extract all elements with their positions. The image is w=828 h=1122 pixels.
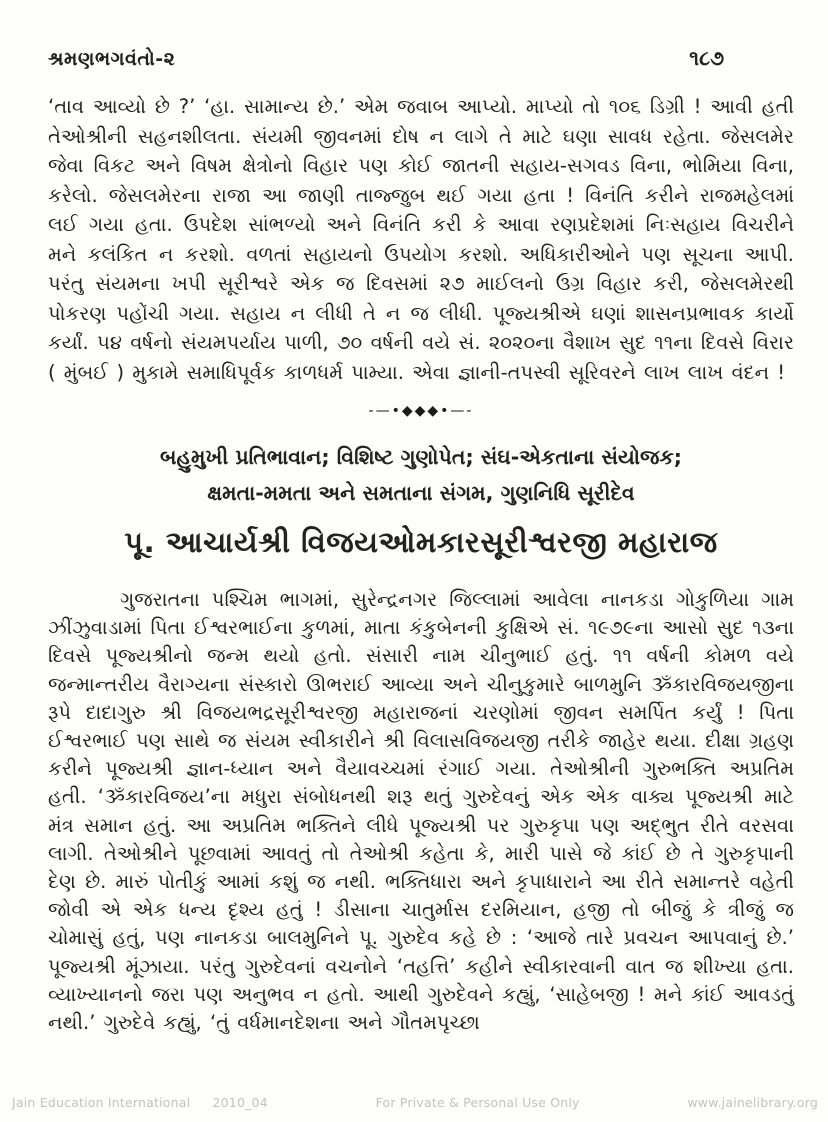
biography-paragraph: ગુજરાતના પશ્ચિમ ભાગમાં, સુરેન્દ્રનગર જિલ્લામાં આવેલા નાનકડા ગોકુળિયા ગામ ઝીંઝુવાડામાં પિતા ઈશ્વરભાઈના કુળમાં, માતા કંકુબેનની કુક્ષિએ સં. ૧૯૭૯ના આસો સુદ ૧૩ના દિવસે પૂજ્યશ્રીનો જન્મ થયો હતો. સંસારી નામ ચીનુભાઈ હતું. ૧૧ વર્ષની કોમળ વયે જન્માન્તરીય વૈરાગ્યના સંસ્કારો ઊભરાઈ આવ્યા અને ચીનુકુમારે બાળમુનિ ૐકારવિજયજીના રૂપે દાદાગુરુ શ્રી વિજયભદ્રસૂરીશ્વરજી મહારાજનાં ચરણોમાં જીવન સમર્પિત કર્યું ! પિતા ઈશ્વરભાઈ પણ સાથે જ સંયમ સ્વીકારીને શ્રી વિલાસવિજયજી તરીકે જાહેર થયા. દીક્ષા ગ્રહણ કરીને પૂજ્યશ્રી જ્ઞાન-ધ્યાન અને વૈયાવચ્ચમાં રંગાઈ ગયા. તેઓશ્રીની ગુરુભક્તિ અપ્રતિમ હતી. ‘ૐકારવિજય’ના મધુરા સંબોધનથી શરૂ થતું ગુરુદેવનું એક એક વાક્ય પૂજ્યશ્રી માટે મંત્ર સમાન હતું. આ અપ્રતિમ ભક્તિને લીધે પૂજ્યશ્રી પર ગુરુકૃપા પણ અદ્ભુત રીતે વરસવા લાગી. તેઓશ્રીને પૂછવામાં આવતું તો તેઓશ્રી કહેતા કે, મારી પાસે જે કાંઈ છે તે ગુરુકૃપાની દેણ છે. મારું પોતીકું આમાં કશું જ નથી. ભક્તિધારા અને કૃપાધારાને આ રીતે સમાન્તરે વહેતી જોવી એ એક ધન્ય દૃશ્ય હતું ! ડીસાના ચાતુર્માસ દરમિયાન, હજી તો બીજું કે ત્રીજું જ ચોમાસું હતું, પણ નાનકડા બાલમુનિને પૂ. ગુરુદેવ કહે છે : ‘આજે તારે પ્રવચન આપવાનું છે.’ પૂજ્યશ્રી મૂંઝાયા. પરંતુ ગુરુદેવનાં વચનોને ‘તહત્તિ’ કહીને સ્વીકારવાની વાત જ શીખ્યા હતા. વ્યાખ્યાનનો જરા પણ અનુભવ ન હતો. આથી ગુરુદેવને કહ્યું, ‘સાહેબજી ! મને કાંઈ આવડતું નથી.’ ગુરુદેવે કહ્યું, ‘તું વર્ધમાનદેશના અને ગૌતમપૃચ્છા [48, 588, 794, 1035]
footer-website: www.jainelibrary.org [687, 1095, 818, 1110]
scan-footer [0, 1095, 828, 1110]
book-title: શ્રમણભગવંતો-૨ [48, 48, 176, 70]
page-number: ૧૮૭ [689, 46, 724, 70]
section-subtitle-line-1: બહુમુખી પ્રતિભાવાન; વિશિષ્ટ ગુણોપેત; સંઘ-એકતાના સંયોજક; [159, 445, 683, 469]
section-subtitle-line-2: ક્ષમતા-મમતા અને સમતાના સંગમ, ગુણનિધિ સૂરીદેવ [207, 481, 635, 505]
footer-left-group [12, 1095, 268, 1110]
page-header [48, 46, 794, 70]
footer-publisher: Jain Education International [12, 1095, 191, 1110]
section-title: પૂ. આચાર્યશ્રી વિજયઓમકારસૂરીશ્વરજી મહારાજ [124, 525, 718, 559]
footer-usage-note: For Private & Personal Use Only [375, 1095, 580, 1110]
ornament-divider-icon: -—•◆◆◆•—- [368, 403, 474, 419]
footer-scan-code: 2010_04 [212, 1095, 268, 1110]
intro-paragraph: ‘તાવ આવ્યો છે ?’ ‘હા. સામાન્ય છે.’ એમ જવાબ આપ્યો. માપ્યો તો ૧૦૬ ડિગ્રી ! આવી હતી તેઓશ્રીની સહનશીલતા. સંયમી જીવનમાં દોષ ન લાગે તે માટે ઘણા સાવધ રહેતા. જેસલમેર જેવા વિકટ અને વિષમ ક્ષેત્રોનો વિહાર પણ કોઈ જાતની સહાય-સગવડ વિના, ભોમિયા વિના, કરેલો. જેસલમેરના રાજા આ જાણી તાજ્જુબ થઈ ગયા હતા ! વિનંતિ કરીને રાજમહેલમાં લઈ ગયા હતા. ઉપદેશ સાંભળ્યો અને વિનંતિ કરી કે આવા રણપ્રદેશમાં નિઃસહાય વિચરીને મને કલંકિત ન કરશો. વળતાં સહાયનો ઉપયોગ કરશો. અધિકારીઓને પણ સૂચના આપી. પરંતુ સંયમના ખપી સૂરીશ્વરે એક જ દિવસમાં ૨૭ માઈલનો ઉગ્ર વિહાર કરી, જેસલમેરથી પોકરણ પહોંચી ગયા. સહાય ન લીધી તે ન જ લીધી. પૂજ્યશ્રીએ ઘણાં શાસનપ્રભાવક કાર્યો કર્યાં. ૫૪ વર્ષનો સંયમપર્યાય પાળી, ૭૦ વર્ષની વયે સં. ૨૦૨૦ના વૈશાખ સુદ ૧૧ના દિવસે વિરાર ( મુંબઈ ) મુકામે સમાધિપૂર્વક કાળધર્મ પામ્યા. એવા જ્ઞાની-તપસ્વી સૂરિવરને લાખ લાખ વંદન ! [48, 95, 794, 384]
